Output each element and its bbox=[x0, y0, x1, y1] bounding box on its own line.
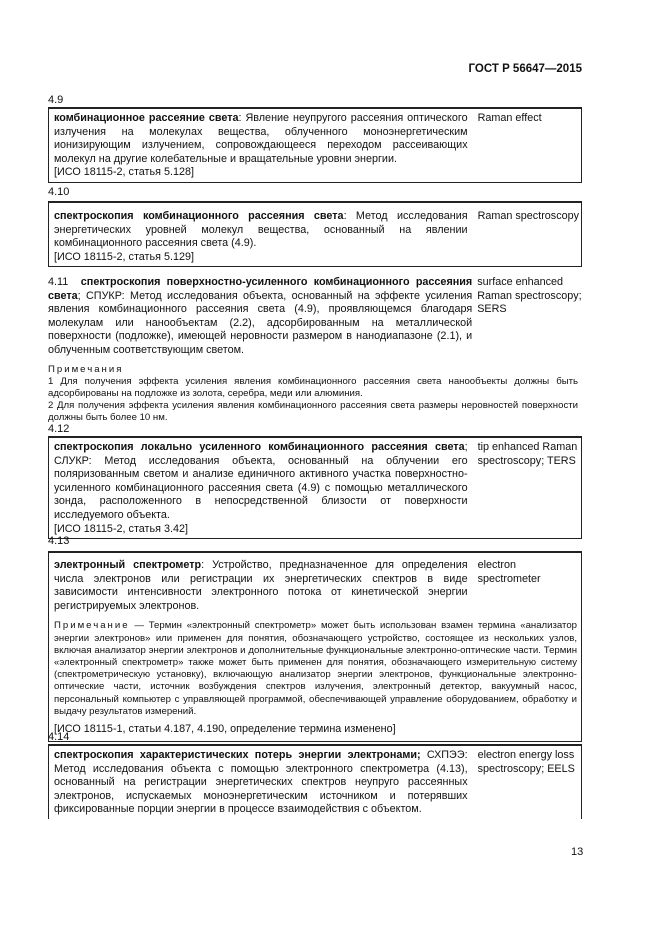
source-reference: [ИСО 18115-2, статья 5.129] bbox=[54, 250, 194, 263]
term-entry-4-12 bbox=[48, 436, 582, 539]
note-item: 1 Для получения эффекта усиления явления комбинационного рассеяния света нанообъекты должны быть адсорбированы на подложке из золота, серебра, меди или алюминия. bbox=[48, 375, 578, 399]
english-term: electron energy loss spectroscopy; EELS bbox=[477, 749, 575, 775]
source-reference: [ИСО 18115-2, статья 3.42] bbox=[54, 522, 188, 535]
page-number: 13 bbox=[571, 846, 584, 858]
notes-block bbox=[48, 364, 582, 425]
term-name: электронный спектрометр bbox=[54, 559, 202, 571]
term-entry-4-9 bbox=[48, 107, 582, 183]
entry-number: 4.13 bbox=[48, 535, 70, 547]
english-term: electron spectrometer bbox=[477, 559, 541, 585]
term-name: спектроскопия поверхностно-усиленного комбинационного рассеяния света bbox=[48, 276, 473, 302]
term-definition: комбинационное рассеяние света: Явление неупругого рассеяния оптического излучения на молекулах вещества, облученного моноэнергетическим ионизирующим излучением, сопровождающееся переходом рассеивающих молекул на другие колебательные и вращательные уровни энергии. bbox=[54, 112, 468, 165]
english-term: Raman spectroscopy bbox=[477, 210, 580, 222]
entry-number: 4.9 bbox=[48, 94, 64, 106]
term-definition: 4.11 спектроскопия поверхностно-усиленного комбинационного рассеяния света; СПУКР: Метод исследования объекта, основанный на эффекте усиления явления комбинационного рассеяния света (4.9), проявляющемся благодаря молекулам или нанообъектам (2.2), адсорбированным на металлической поверхности (подложке), имеющей неровности размером в нанодиапазоне (2.1), и облученным соответствующим светом. bbox=[48, 276, 473, 356]
term-name: спектроскопия локально усиленного комбинационного рассеяния света bbox=[54, 441, 465, 453]
notes-title: Примечания bbox=[48, 363, 124, 375]
entry-number: 4.11 bbox=[48, 276, 69, 288]
term-definition: электронный спектрометр: Устройство, предназначенное для определения числа электронов или регистрации их энергетических спектров в виде зависимости интенсивности электронного потока от кинетической энергии регистрируемых электронов. bbox=[54, 559, 468, 612]
note-label: Примечание bbox=[54, 620, 130, 632]
term-definition: спектроскопия характеристических потерь энергии электронами; СХПЭЭ: Метод исследования объекта с помощью электронного спектрометра (4.13), основанный на регистрации энергетических спектров неупруго рассеянных электронов, испускаемых моноэнергетическим источником и потерявших фиксированные порции энергии в процессе взаимодействия с объектом. bbox=[54, 749, 468, 816]
term-name: спектроскопия характеристических потерь энергии электронами; bbox=[54, 749, 421, 761]
english-term: Raman effect bbox=[477, 112, 542, 124]
entry-number: 4.14 bbox=[48, 731, 70, 743]
term-entry-4-13 bbox=[48, 551, 582, 742]
term-name: комбинационное рассеяние света bbox=[54, 112, 239, 124]
source-reference: [ИСО 18115-2, статья 5.128] bbox=[54, 166, 194, 179]
term-definition: спектроскопия комбинационного рассеяния света: Метод исследования энергетических уровней молекул вещества, основанный на явлении комбинационного рассеяния света (4.9). bbox=[54, 210, 468, 250]
document-header: ГОСТ Р 56647—2015 bbox=[468, 63, 582, 75]
term-definition: спектроскопия локально усиленного комбинационного рассеяния света; СЛУКР: Метод исследования объекта, основанный на облучении его поляризованным светом и анализе единичного активного участка поверхностно-усиленного комбинационного рассеяния света (4.9) с помощью металлического зонда, расположенного в непосредственной близости от поверхности исследуемого объекта. bbox=[54, 441, 468, 521]
english-term: tip enhanced Raman spectroscopy; TERS bbox=[477, 441, 578, 467]
term-entry-4-10 bbox=[48, 201, 582, 267]
term-entry-4-14 bbox=[48, 744, 582, 819]
entry-number: 4.10 bbox=[48, 186, 70, 198]
note-item: 2 Для получения эффекта усиления явления комбинационного рассеяния света размеры неровностей поверхности должны быть более 10 нм. bbox=[48, 400, 578, 424]
note-block: Примечание — Термин «электронный спектрометр» может быть использован взамен термина «анализатор энергии электронов» или применен для понятия, обозначающего устройство, состоящее из нескольких узлов, включая анализатор энергии электронов и дополнительные функциональные электронно-оптические части. Термин «электронный спектрометр» также может быть применен для понятия, обозначающего измерительную систему (спектрометрическую установку), включающую анализатор энергии электронов, функциональные электронно-оптические части, источник возбуждения спектров излучения, электронный детектор, вакуумный насос, персональный компьютер с управляющей программой, обеспечивающей управление оборудованием, обработку и выдачу результатов измерений. bbox=[54, 620, 577, 717]
term-name: спектроскопия комбинационного рассеяния света bbox=[54, 210, 344, 222]
entry-number: 4.12 bbox=[48, 423, 70, 435]
english-term: surface enhanced Raman spectroscopy; SERS bbox=[477, 276, 582, 316]
term-entry-4-11 bbox=[48, 276, 582, 425]
source-reference: [ИСО 18115-1, статьи 4.187, 4.190, определение термина изменено] bbox=[54, 723, 396, 735]
